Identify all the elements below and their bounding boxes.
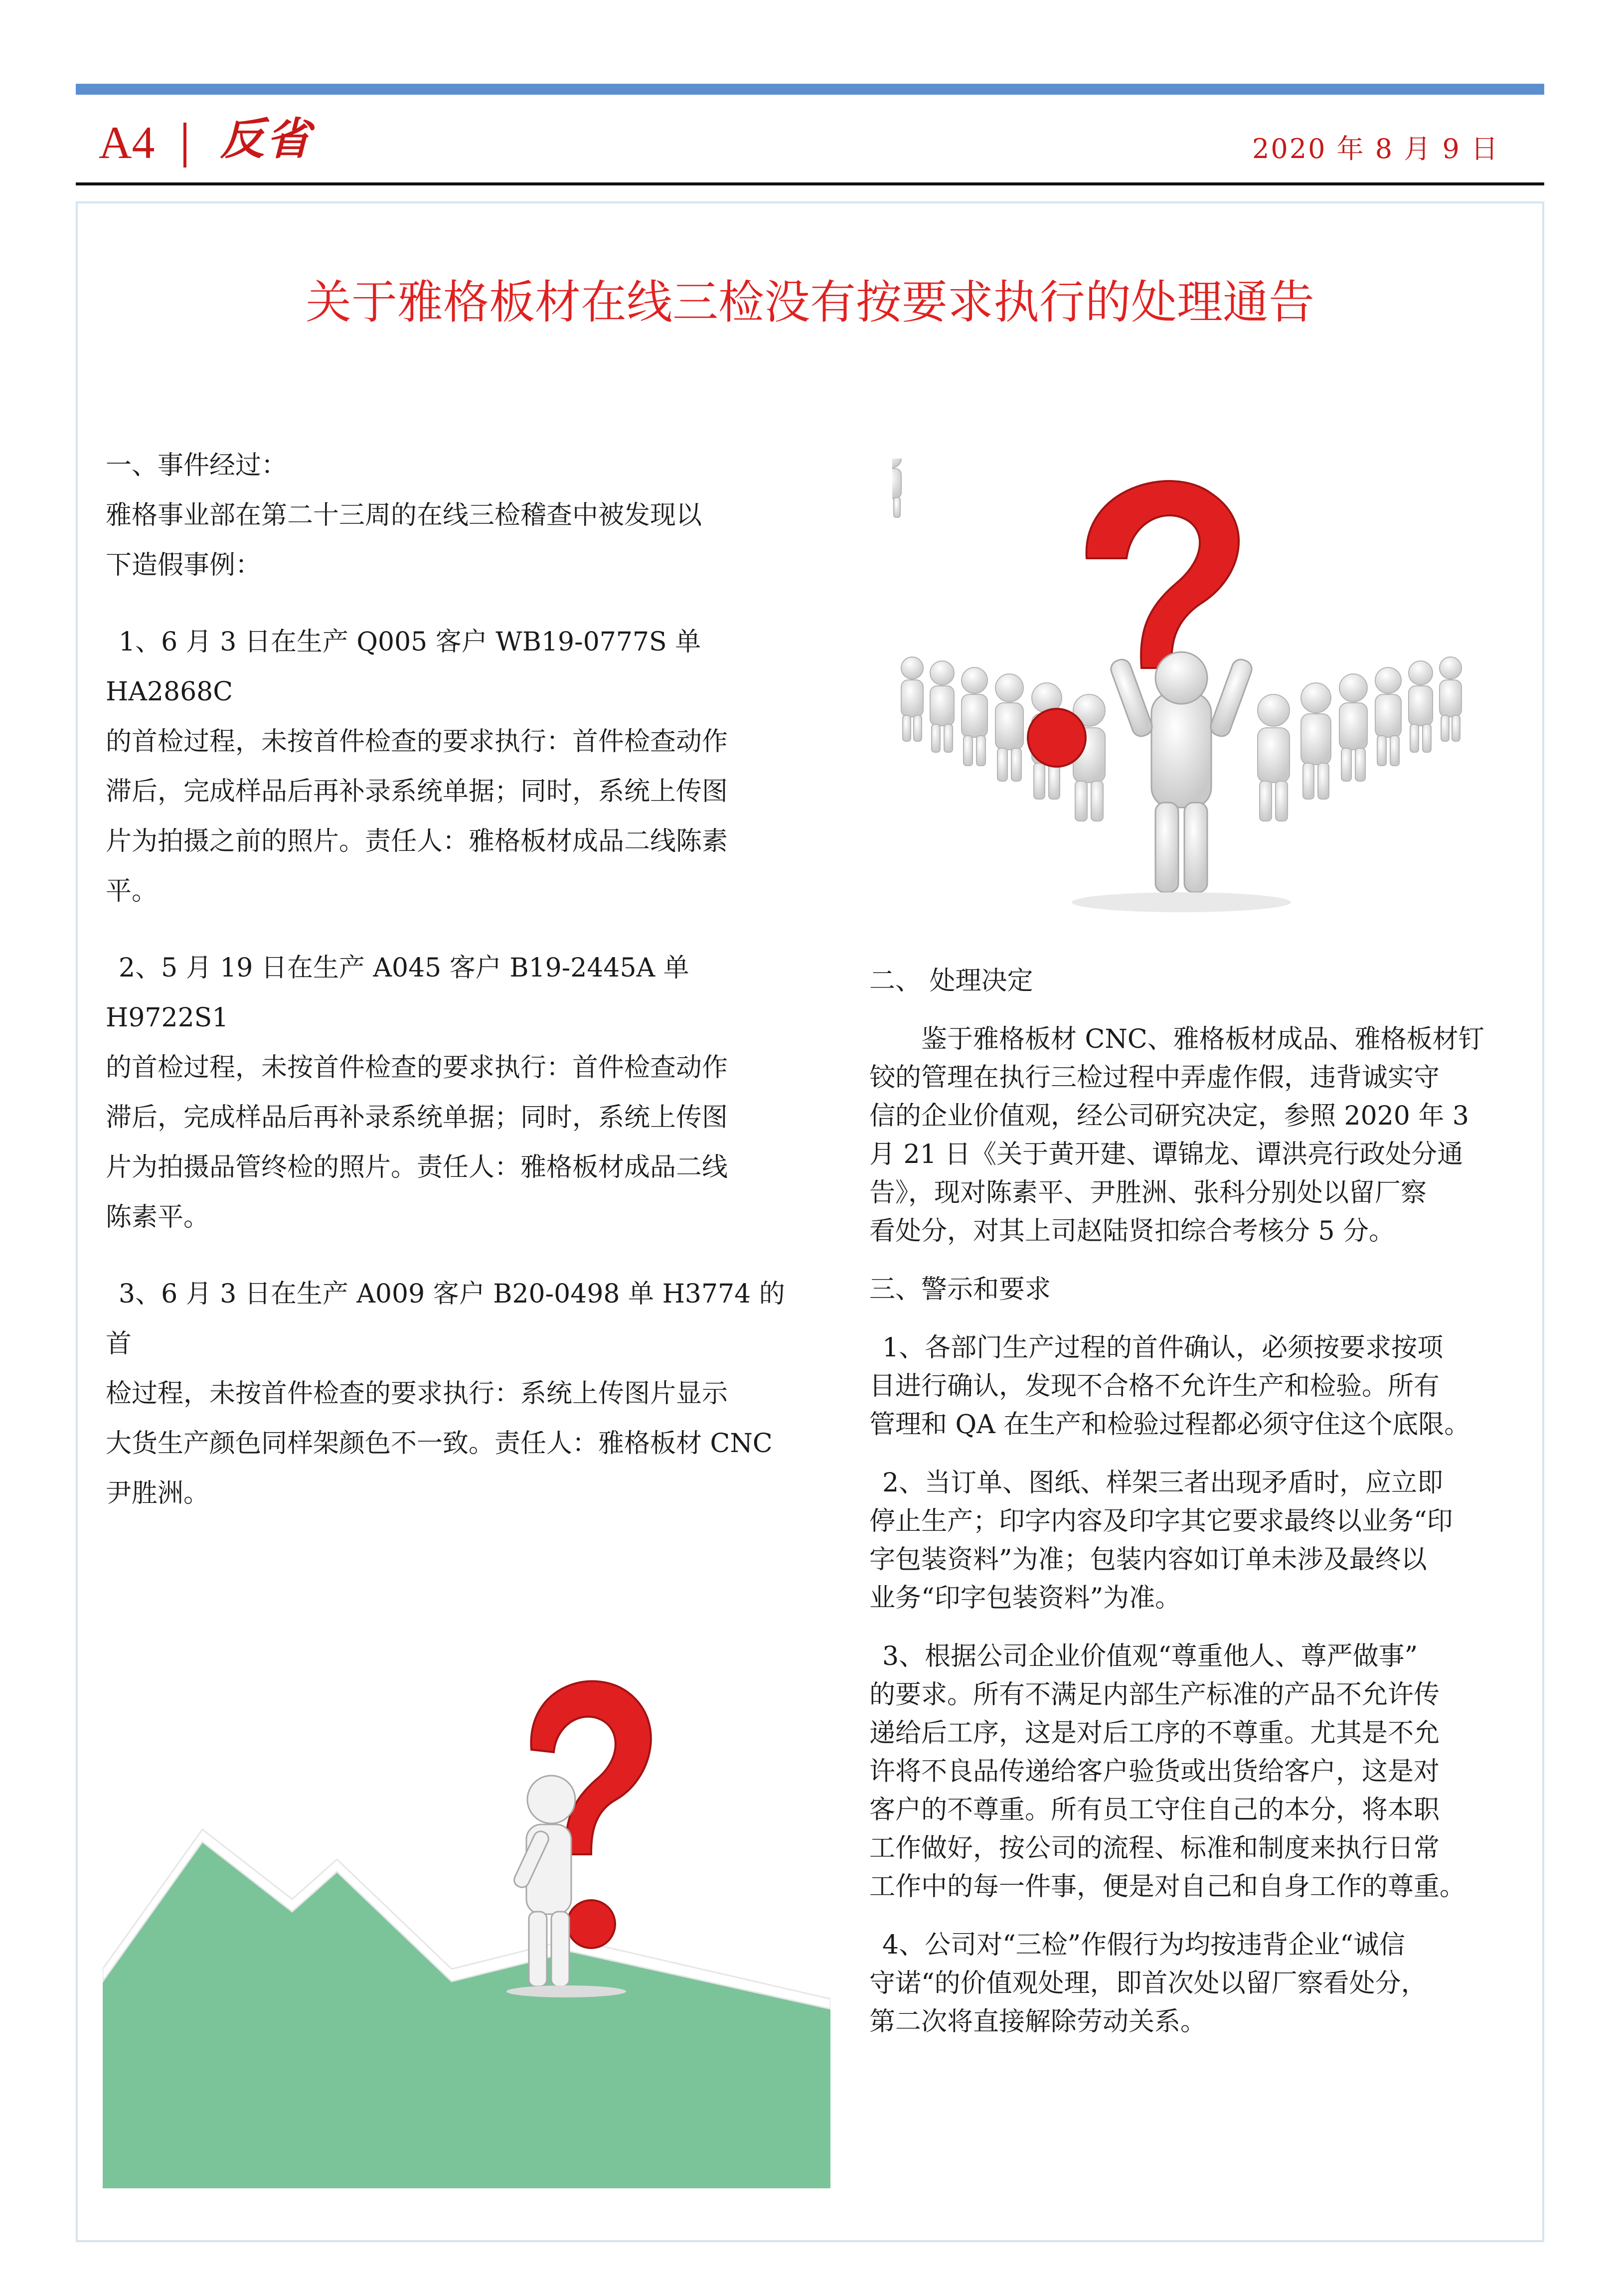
header-top-bar — [76, 84, 1544, 95]
intro-line: 下造假事例： — [106, 550, 262, 580]
issue-date: 2020 年 8 月 9 日 — [1252, 133, 1499, 164]
header-rule — [76, 182, 1544, 185]
req-line: 工作中的每一件事，便是对自己和自身工作的尊重。 — [869, 1872, 1466, 1902]
req-line: 的要求。所有不满足内部生产标准的产品不允许传 — [869, 1680, 1440, 1710]
req-line: 2、当订单、图纸、样架三者出现矛盾时，应立即 — [882, 1468, 1444, 1498]
item-line: 3、6 月 3 日在生产 A009 客户 B20-0498 单 H3774 的首 — [106, 1279, 785, 1359]
req-line: 1、各部门生产过程的首件确认，必须按要求按项 — [882, 1333, 1444, 1363]
thinking-figure-illustration — [103, 1620, 830, 2188]
item-line: 片为拍摄之前的照片。责任人：雅格板材成品二线陈素 — [106, 826, 728, 856]
heading-requirements: 三、警示和要求 — [869, 1275, 1051, 1305]
item-line: 检过程，未按首件检查的要求执行：系统上传图片显示 — [106, 1379, 728, 1409]
question-crowd-illustration — [892, 459, 1470, 917]
item-line: 大货生产颜色同样架颜色不一致。责任人：雅格板材 CNC — [106, 1429, 773, 1459]
decision-line: 月 21 日《关于黄开建、谭锦龙、谭洪亮行政处分通 — [869, 1140, 1463, 1169]
item-line: 2、5 月 19 日在生产 A045 客户 B19-2445A 单 H9722S1 — [106, 953, 689, 1033]
req-line: 业务“印字包装资料”为准。 — [869, 1583, 1181, 1613]
req-line: 守诺“的价值观处理，即首次处以留厂察看处分， — [869, 1968, 1427, 1998]
decision-line: 看处分，对其上司赵陆贤扣综合考核分 5 分。 — [869, 1216, 1395, 1246]
item-line: 片为拍摄品管终检的照片。责任人：雅格板材成品二线 — [106, 1152, 728, 1182]
right-column — [869, 962, 1522, 2041]
item-line: 陈素平。 — [106, 1202, 210, 1232]
item-line: 1、6 月 3 日在生产 Q005 客户 WB19-0777S 单 HA2868C — [106, 627, 701, 707]
left-column — [106, 441, 804, 1518]
page-tag: A4 — [99, 117, 155, 168]
heading-events: 一、事件经过： — [106, 451, 288, 481]
intro-line: 雅格事业部在第二十三周的在线三检稽查中被发现以 — [106, 500, 702, 530]
req-line: 工作做好，按公司的流程、标准和制度来执行日常 — [869, 1833, 1440, 1863]
item-line: 的首检过程，未按首件检查的要求执行：首件检查动作 — [106, 727, 728, 757]
req-line: 3、根据公司企业价值观“尊重他人、尊严做事” — [882, 1641, 1418, 1671]
item-line: 的首检过程，未按首件检查的要求执行：首件检查动作 — [106, 1053, 728, 1083]
req-line: 第二次将直接解除劳动关系。 — [869, 2007, 1207, 2037]
req-line: 许将不良品传递给客户验货或出货给客户，这是对 — [869, 1757, 1440, 1787]
req-line: 目进行确认，发现不合格不允许生产和检验。所有 — [869, 1371, 1440, 1401]
req-line: 客户的不尊重。所有员工守住自己的本分，将本职 — [869, 1795, 1440, 1825]
req-line: 管理和 QA 在生产和检验过程都必须守住这个底限。 — [869, 1410, 1470, 1440]
decision-line: 鉴于雅格板材 CNC、雅格板材成品、雅格板材钉 — [921, 1024, 1484, 1054]
req-line: 4、公司对“三检”作假行为均按违背企业“诚信 — [882, 1930, 1405, 1960]
decision-line: 告》，现对陈素平、尹胜洲、张科分别处以留厂察 — [869, 1178, 1427, 1208]
notice-title: 关于雅格板材在线三检没有按要求执行的处理通告 — [305, 276, 1314, 329]
item-line: 尹胜洲。 — [106, 1478, 210, 1508]
item-line: 平。 — [106, 876, 158, 906]
req-line: 停止生产；印字内容及印字其它要求最终以业务“印 — [869, 1506, 1453, 1536]
item-line: 滞后，完成样品后再补录系统单据；同时，系统上传图 — [106, 777, 728, 807]
req-line: 递给后工序，这是对后工序的不尊重。尤其是不允 — [869, 1718, 1440, 1748]
decision-line: 信的企业价值观，经公司研究决定，参照 2020 年 3 — [869, 1101, 1469, 1131]
decision-line: 铰的管理在执行三检过程中弄虚作假，违背诚实守 — [869, 1063, 1440, 1093]
section-title: 反省 — [220, 113, 313, 164]
item-line: 滞后，完成样品后再补录系统单据；同时，系统上传图 — [106, 1103, 728, 1133]
heading-decision: 二、 处理决定 — [869, 966, 1033, 996]
header-separator — [183, 123, 186, 167]
req-line: 字包装资料”为准；包装内容如订单未涉及最终以 — [869, 1545, 1427, 1575]
